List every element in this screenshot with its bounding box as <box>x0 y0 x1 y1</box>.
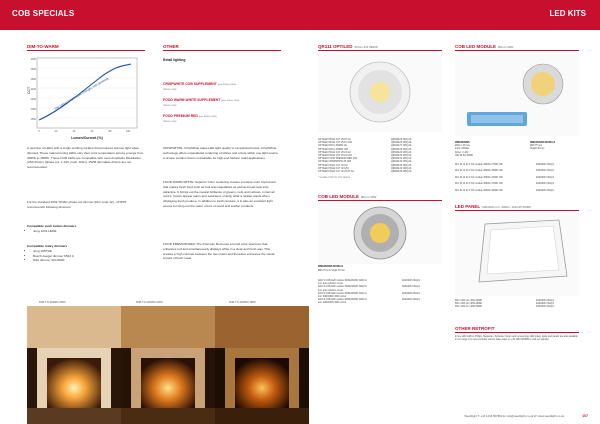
qr111-row: OPTILED PR111 CCT 25-87 G53 <box>318 142 352 145</box>
led-module-right-codes <box>536 164 554 193</box>
qr111-codes <box>391 139 411 174</box>
chart-xtick-4: 80 <box>108 130 112 133</box>
led-module-code: ZA4D000 C6AQ1 <box>536 183 554 186</box>
rotary-dimmer-item: • Niko dimmer 310-0900 <box>33 258 145 263</box>
led-module-code: ZA4D000 C6AQ1 <box>536 164 554 166</box>
chart-ytick-0: 3000 <box>30 58 36 61</box>
dim-to-warm-paragraph2: For the standard 1691-TRIAC phase-cut dimmer (Dim code 12) , CHIHIT recommends following dimmers: <box>27 200 127 209</box>
chart-ytick-5: 2000 <box>30 108 36 111</box>
chart-annotation: The colour temperature changes with dimming <box>53 76 109 111</box>
page-number: 107 <box>582 414 588 418</box>
cob-module-image <box>318 202 442 264</box>
qr111-row: OPTILED PR111 CCT 25 24 GU <box>318 151 351 154</box>
led-module-right-spec-col1 <box>455 142 473 158</box>
fireplace-photo-2200 <box>121 306 215 424</box>
qr111-row: OPTILED FOOD PREMIUM RED G53 <box>318 158 358 161</box>
dim-to-warm-paragraph: A new line of LEDs with a single emitting surface that produces warmer light when dimmed. These natural tuning LEDs vary their color temperature across a range from 3000K to 1800K. These COB LEDs are compatible with most Amplitude Modulation (AM) drivers (phase cut, 1-10V, push, DALI). PWM dimmable drivers are not recommended. <box>27 146 144 170</box>
push-dimmer-item: • Jung 1231 LEDE <box>33 229 145 234</box>
crispwhite-item <box>163 82 236 86</box>
led-module-row: Dim IN 12 24 V DC module 3000lm 3000K CRI <box>455 189 503 192</box>
crispwhite-label: CRISPWHITE COB SUPPLEMENT <box>163 82 217 86</box>
qr111-code: QR000126 CBQ AS <box>391 142 412 145</box>
led-module-row: Dim IN 12 24 V DC module 3000lm 3000K CRI <box>455 170 503 173</box>
cob-module-row: DALT1 COB LED module 3000k/2000K 3200 lm <box>318 280 367 282</box>
chart-xlabel: Lumen/Current (%) <box>71 136 103 140</box>
food-warm-white-note: (part 3000m 1000) <box>221 100 240 102</box>
food-premium-red-paragraph: FOOD PREMIUM RED: The Premium Red uses a tuned color spectrum that enhances red and simultaneously displays white in a clear and fresh way. This creates a high contrast between the two colors and therefore enhances the visual impact of fresh meat. <box>163 242 275 261</box>
cob-module-rows <box>318 280 367 306</box>
header-bar <box>0 0 600 30</box>
fireplace-photo-1800 <box>215 306 309 424</box>
led-panel-code: ZA4D000 C6AQ1 <box>536 300 554 302</box>
cob-module-row: Incl. 0000/0000 3200 circuit <box>318 302 347 305</box>
crispwhite-code: PRICE CODE <box>163 89 177 91</box>
led-panel-row: 600 x 600 mm 40W 5000K <box>455 306 483 309</box>
led-module-spec: DIMENSIONS MODULE <box>530 142 556 144</box>
led-module-code: ZA4D000 C6AQ1 <box>536 176 554 179</box>
led-panel-row: 600 x 600 mm 40W 3000K <box>455 300 483 302</box>
qr111-row: OPTILED PR111 CCT 40 G53 <box>318 167 349 170</box>
fireplace-photo-3000 <box>27 306 121 424</box>
qr111-code: QR000135 CBQ AS <box>391 171 412 174</box>
cob-module-row: Incl. aura solution circuit <box>318 289 343 292</box>
photo-caption-2: DIM-TO-WARM 2200 <box>136 300 163 304</box>
led-module-right-rows <box>455 164 503 193</box>
chart-ytick-6: 1800 <box>30 118 36 121</box>
led-panel-codes <box>536 300 554 310</box>
led-panel-code: ZA4D000 C6AQ1 <box>536 306 554 309</box>
qr111-code: QR000128 CBQ AS <box>391 148 412 151</box>
led-module-spec: DIMENSIONS <box>455 142 470 144</box>
rotary-dimmers-block <box>27 244 145 263</box>
led-module-spec: Input: 230Vac <box>455 148 470 151</box>
led-module-spec: Height 35 mm <box>530 148 545 151</box>
cob-module-spec-values: Ø80 75 mm Height 35 mm <box>318 270 345 272</box>
led-module-spec: CRI 90 RA 3000K <box>455 154 474 157</box>
qr111-rows <box>318 139 357 174</box>
qr111-heading: QR111 OPTILED 60mm 4W 2900K <box>318 44 442 51</box>
food-warm-white-paragraph: FOOD WARM WHITE: Superior Color rendering creates a unique color impression that makes fresh food such as fruit and vegetables as well as bread look truly attractive. It brings out the natural brilliance of greens, reds and yellows, in fact all colors. Colors appear warm and saturated, exactly what a retailer wants when displaying fresh produce. In addition to fresh produce, it is also an excellent light source for bring out the warm colors of wood and leather products. <box>163 180 277 208</box>
qr111-code: QR000134 CBQ AS <box>391 167 412 170</box>
qr111-row: OPTILED DIM to WARM G53 <box>318 148 349 151</box>
qr111-footnote: * Qualified G53 AC 12V adapter <box>318 177 351 179</box>
qr111-lamp-image <box>318 54 442 132</box>
photo-caption-3: DIM-TO-WARM 1800 <box>229 300 256 304</box>
push-dimmers-block <box>27 224 145 234</box>
qr111-row: OPTILED PR111 CCT 40 GU <box>318 164 348 167</box>
led-panel-code: ZA4D000 C6AQ1 <box>536 303 554 306</box>
qr111-row: OPTILED CRISPWHITE 25 G53 <box>318 161 352 164</box>
food-premium-red-note: (part 3000m 1000) <box>198 116 217 118</box>
photo-caption-1: DIM-TO-WARM 3000 <box>39 300 66 304</box>
cob-module-code: ZA4D000 C6AQ1 <box>402 286 420 289</box>
cob-module-row: DALT2 COB LED module 3000k/2000K 3200 lm <box>318 286 367 289</box>
qr111-row: OPTILED DIM to WARM GU <box>318 145 348 148</box>
led-module-code: ZA4D000 C6AQ1 <box>536 170 554 173</box>
food-warm-white-item <box>163 98 239 102</box>
cob-module-code: ZA4D000 C6AQ1 <box>402 299 420 302</box>
other-retrofit-heading: OTHER RETROFIT <box>455 326 579 333</box>
qr111-code: QR000132 CBQ AS <box>391 161 412 164</box>
led-module-spec: Ø110 x 48 mm <box>455 145 470 148</box>
qr111-code: QR000127 CBQ AS <box>391 145 412 148</box>
led-module-row: Dim IN 12 24 V DC module 3000lm 2700K CRI <box>455 183 503 186</box>
chart-ytick-1: 2800 <box>30 68 36 71</box>
chart-ytick-3: 2400 <box>30 88 36 91</box>
cob-module-code: ZA4D000 C6AQ1 <box>402 292 420 295</box>
chart-xtick-2: 40 <box>72 130 76 133</box>
rotary-dimmers-title: Compatible rotary dimmers <box>27 244 68 248</box>
food-warm-white-label: FOOD WARM WHITE SUPPLEMENT <box>163 98 221 102</box>
qr111-row: OPTILED PR111 CCT 25-87 GU <box>318 139 352 141</box>
chart-ylabel: CCT <box>27 86 31 94</box>
other-heading: OTHER <box>163 44 281 51</box>
led-module-right-image <box>455 54 579 136</box>
led-panel-row: 600 x 600 mm 40W 4000K <box>455 303 483 306</box>
cob-module-row: DALT3 COB LED module 3000k/2000K 3200 lm <box>318 292 367 295</box>
cob-module-spec-title: DIMENSIONS MODULE <box>318 266 344 268</box>
led-module-spec: Driver: 0-10V <box>455 151 469 154</box>
qr111-code: QR000125 CBQ AS <box>391 139 412 141</box>
cob-module-row: DALT4 COB LED module 3000k/2000K 3200 lm <box>318 299 367 302</box>
qr111-code: QR000133 CBQ AS <box>391 164 412 167</box>
cob-module-codes <box>402 280 420 302</box>
cob-module-heading: COB LED MODULE 80mm 30W <box>318 194 442 201</box>
qr111-code: QR000130 CBQ AS <box>391 155 412 158</box>
cob-module-row: Incl. 0000/0000 3200 circuit <box>318 296 347 299</box>
qr111-row: OPTILED PR111 CCT 40 25-87 GU <box>318 171 355 174</box>
chart-xtick-5: 100 <box>126 130 130 133</box>
cob-module-code: ZA4D000 C6AQ1 <box>402 280 420 282</box>
header-right-title: LED KITS <box>549 9 586 18</box>
footer-contact: Weeblight T: +44 1234 567890 E: info@weeblight.co.uk W: www.weeblight.co.uk <box>464 414 564 418</box>
crispwhite-paragraph: CRISPWHITE: CrispWhite takes LED light quality to exceptional levels. CrispWhite technology offers unparalleled rendering of whites and colors within one light source. A unique solution that is unbeatable for high-end fashion retail applications. <box>163 146 279 160</box>
led-panel-heading: LED PANEL 600x600 mm, 40Wm, 10lm/W 3000K <box>455 204 579 211</box>
crispwhite-note: (part 3000m 1000) <box>217 84 236 86</box>
rotary-dimmer-item: • Busch-Jaeger dimmer 6523 U <box>33 254 145 259</box>
chart-xtick-1: 20 <box>54 130 58 133</box>
led-module-spec: Ø48 75 mm <box>530 145 542 148</box>
dim-to-warm-chart <box>27 54 145 142</box>
food-premium-red-code: PRICE CODE <box>163 121 177 123</box>
qr111-row: OPTILED PR111 CCT 25 24 G53 <box>318 155 352 158</box>
dim-to-warm-heading: DIM-TO-WARM <box>27 44 145 51</box>
food-premium-red-item <box>163 114 217 118</box>
food-premium-red-label: FOOD PREMIUM RED <box>163 114 198 118</box>
qr111-code: QR000131 CBQ AS <box>391 158 412 161</box>
led-module-row: Dim IN 12 24 V DC module 3000lm 4000K CRI <box>455 176 503 179</box>
led-module-right-spec-col2 <box>530 142 555 152</box>
chart-xtick-0: 0 <box>38 130 40 133</box>
other-retrofit-text: In line with CoB kit, Philips, Megaman, Sylvania, Osram and Lumenology LED tubes, spots and panels are also available in our range. For more products call our sales team on +44 1234 567890 or visit our website. <box>455 336 578 342</box>
push-dimmers-title: Compatible push button dimmers <box>27 224 77 228</box>
led-panel-rows <box>455 300 482 310</box>
food-warm-white-code: PRICE CODE <box>163 105 177 107</box>
header-left-title: COB SPECIALS <box>12 9 75 18</box>
led-module-row: Dim IN 12 24 V DC module 3000lm 2700K CRI <box>455 164 503 166</box>
chart-ytick-4: 2200 <box>30 98 36 101</box>
led-module-code: ZA4D000 C6AQ1 <box>536 189 554 192</box>
chart-ytick-2: 2600 <box>30 78 36 81</box>
retail-title: Retail lighting <box>163 58 186 62</box>
rotary-dimmer-item: • Jung 225TDE <box>33 249 145 254</box>
qr111-code: QR000129 CBQ AS <box>391 151 412 154</box>
chart-xtick-3: 60 <box>90 130 94 133</box>
cob-module-row: Incl. aura solution circuit <box>318 283 343 286</box>
led-panel-image <box>455 212 579 296</box>
led-module-right-heading: COB LED MODULE 80mm 30W <box>455 44 579 51</box>
